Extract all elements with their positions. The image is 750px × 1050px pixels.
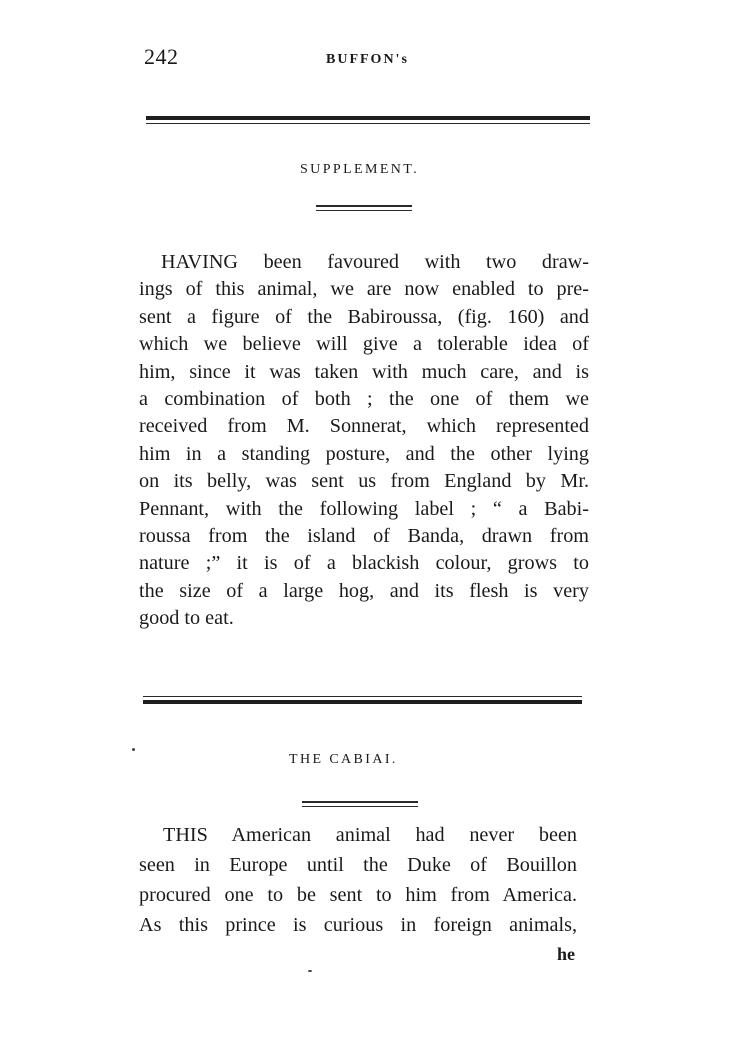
text-line: the size of a large hog, and its flesh is very bbox=[139, 579, 589, 602]
text-line: received from M. Sonnerat, which represented bbox=[139, 415, 589, 438]
text-line: roussa from the island of Banda, drawn from bbox=[139, 525, 589, 548]
section-divider-thin bbox=[143, 696, 582, 697]
supplement-paragraph bbox=[139, 249, 589, 633]
ink-speck bbox=[308, 970, 312, 972]
text-line: nature ;” it is of a blackish colour, grows to bbox=[139, 552, 589, 575]
text-line: HAVING been favoured with two draw- bbox=[161, 251, 589, 273]
text-line: procured one to be sent to him from America. bbox=[139, 884, 577, 906]
header-rule-thin bbox=[146, 123, 590, 124]
section-divider bbox=[143, 700, 582, 704]
text-line: THIS American animal had never been bbox=[163, 824, 577, 846]
cabiai-ornament-rule bbox=[302, 801, 418, 803]
running-head: BUFFON's bbox=[326, 52, 409, 67]
catchword: he bbox=[557, 944, 575, 964]
text-line: Pennant, with the following label ; “ a Babi- bbox=[139, 497, 589, 520]
ink-speck bbox=[132, 748, 135, 751]
supplement-ornament-rule bbox=[316, 205, 412, 207]
text-line: him in a standing posture, and the other lying bbox=[139, 442, 589, 465]
text-line: As this prince is curious in foreign animals, bbox=[139, 914, 577, 936]
header-rule bbox=[146, 116, 590, 120]
text-line: ings of this animal, we are now enabled to pre- bbox=[139, 278, 589, 301]
text-line: sent a figure of the Babiroussa, (fig. 160) and bbox=[139, 305, 589, 328]
cabiai-ornament-rule-thin bbox=[302, 806, 418, 807]
supplement-ornament-rule-thin bbox=[316, 210, 412, 211]
cabiai-heading: THE CABIAI. bbox=[289, 752, 398, 767]
text-line: which we believe will give a tolerable idea of bbox=[139, 333, 589, 356]
text-line: a combination of both ; the one of them we bbox=[139, 388, 589, 411]
text-line: seen in Europe until the Duke of Bouillon bbox=[139, 854, 577, 876]
page-number: 242 bbox=[144, 44, 179, 69]
cabiai-paragraph bbox=[139, 820, 577, 940]
text-line: him, since it was taken with much care, and is bbox=[139, 360, 589, 383]
text-line: good to eat. bbox=[139, 607, 234, 630]
text-line: on its belly, was sent us from England by Mr. bbox=[139, 470, 589, 493]
supplement-heading: SUPPLEMENT. bbox=[300, 162, 420, 177]
